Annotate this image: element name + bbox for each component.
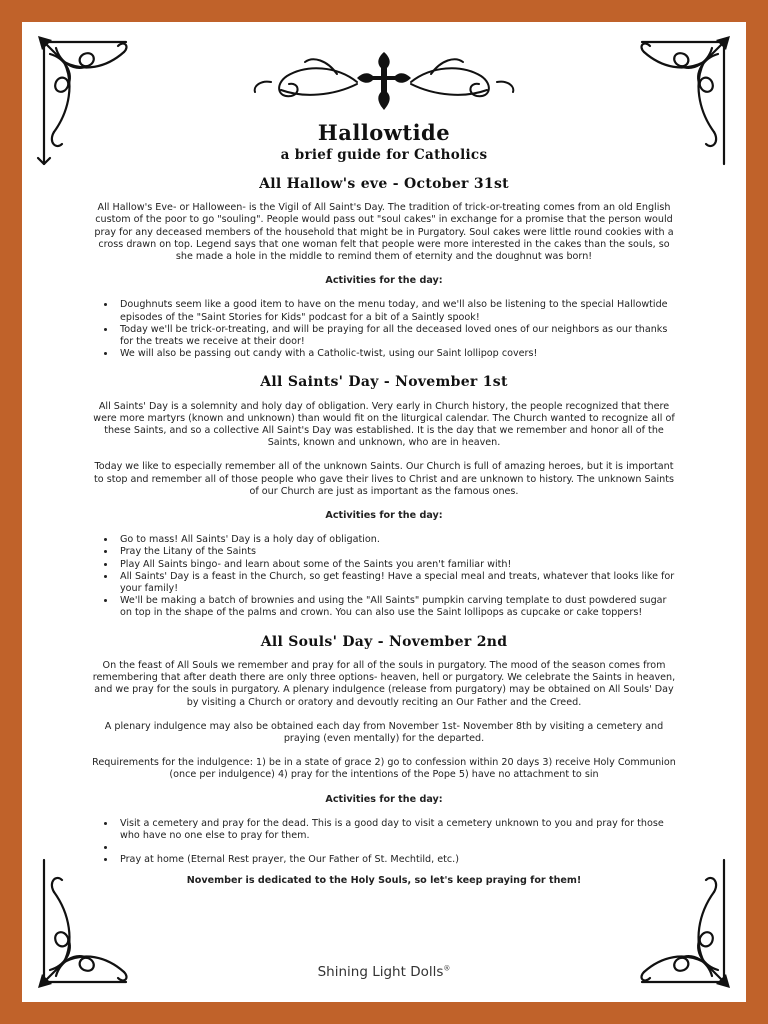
list-item: • Pray the Litany of the Saints xyxy=(116,546,678,558)
page-title: Hallowtide xyxy=(317,120,451,145)
section-paragraph: Today we like to especially remember all of the unknown Saints. Our Church is full of amazing heroes, but it is important to stop and remember all of those people who gave their lives to Christ and are unknown to history. The unknown Saints of our Church are just as important as the famous ones. xyxy=(94,461,674,497)
section-paragraph: All Hallow's Eve- or Halloween- is the Vigil of All Saint's Day. The tradition of trick-or-treating comes from an old English custom of the poor to go "souling". People would pass out "soul cakes" in exchange for a promise that the person would pray for any deceased members of the household that might be in Purgatory. Soul cakes were little round cookies with a cross drawn on top. Legend says that one woman felt that people were more interested in the cakes than the souls, so she made a hole in the middle to remind them of eternity and the doughnut was born! xyxy=(94,202,674,263)
section-heading: All Saints' Day - November 1st xyxy=(260,374,508,391)
list-item: • We will also be passing out candy with a Catholic-twist, using our Saint lollipop covers! xyxy=(116,348,678,360)
list-item: • Go to mass! All Saints' Day is a holy day of obligation. xyxy=(116,534,678,546)
list-item: • Visit a cemetery and pray for the dead. This is a good day to visit a cemetery unknown to you and pray for those who have no one else to pray for them. xyxy=(116,818,678,842)
activities-list xyxy=(90,534,678,619)
activities-list xyxy=(90,299,678,360)
activities-list xyxy=(90,818,678,867)
page xyxy=(22,22,746,1002)
closing-line: November is dedicated to the Holy Souls, so let's keep praying for them! xyxy=(186,874,582,886)
footer-brand xyxy=(22,964,746,980)
brand-name: Shining Light Dolls xyxy=(317,964,444,980)
section-paragraph: All Saints' Day is a solemnity and holy day of obligation. Very early in Church history, the people recognized that there were more martyrs (known and unknown) than would fit on the liturgical calendar. The Church wanted to recognize all of these Saints, and so a collective All Saint's Day was established. It is the day that we remember and honor all of the Saints, known and unknown, who are in heaven. xyxy=(93,400,675,449)
registered-mark: ® xyxy=(443,964,451,973)
list-item: • Today we'll be trick-or-treating, and will be praying for all the deceased loved ones of our neighbors as our thanks for the treats we receive at their door! xyxy=(116,324,678,348)
section-all-hallows-eve xyxy=(90,178,678,360)
section-paragraph: On the feast of All Souls we remember and pray for all of the souls in purgatory. The mood of the season comes from remembering that after death there are only three options- heaven, hell or purgatory. We celebrate the Saints in heaven, and we pray for the souls in purgatory. A plenary indulgence (release from purgatory) may be obtained on All Souls' Day by visiting a Church or oratory and devoutly reciting an Our Father and the Creed. xyxy=(92,659,676,708)
list-item: • Pray at home (Eternal Rest prayer, the Our Father of St. Mechtild, etc.) xyxy=(116,854,678,866)
list-item: • All Saints' Day is a feast in the Church, so get feasting! Have a special meal and treats, whatever that looks like for your family! xyxy=(116,571,678,595)
list-item xyxy=(116,842,678,854)
activities-label: Activities for the day: xyxy=(325,275,443,287)
activities-label: Activities for the day: xyxy=(325,793,443,805)
list-item: • We'll be making a batch of brownies and using the "All Saints" pumpkin carving template to dust powdered sugar on top in the shape of the palms and crown. You can also use the Saint lollipops as cupcake or cake toppers! xyxy=(116,595,678,619)
section-all-souls-day xyxy=(90,633,678,887)
activities-label: Activities for the day: xyxy=(325,510,443,522)
list-item: • Play All Saints bingo- and learn about some of the Saints you aren't familiar with! xyxy=(116,559,678,571)
section-all-saints-day xyxy=(90,376,678,619)
content xyxy=(90,174,678,887)
cross-flourish-icon xyxy=(247,46,521,116)
section-paragraph: Requirements for the indulgence: 1) be in a state of grace 2) go to confession within 20 days 3) receive Holy Communion (once per indulgence) 4) pray for the intentions of the Pope 5) have no attachment to sin xyxy=(92,757,676,781)
page-subtitle: a brief guide for Catholics xyxy=(280,147,488,163)
list-item: • Doughnuts seem like a good item to have on the menu today, and we'll also be listening to the special Hallowtide episodes of the "Saint Stories for Kids" podcast for a bit of a Saintly spook! xyxy=(116,299,678,323)
section-heading: All Hallow's eve - October 31st xyxy=(259,176,509,192)
section-paragraph: A plenary indulgence may also be obtained each day from November 1st- November 8th by visiting a cemetery and praying (even mentally) for the departed. xyxy=(104,720,664,744)
section-heading: All Souls' Day - November 2nd xyxy=(260,633,508,650)
